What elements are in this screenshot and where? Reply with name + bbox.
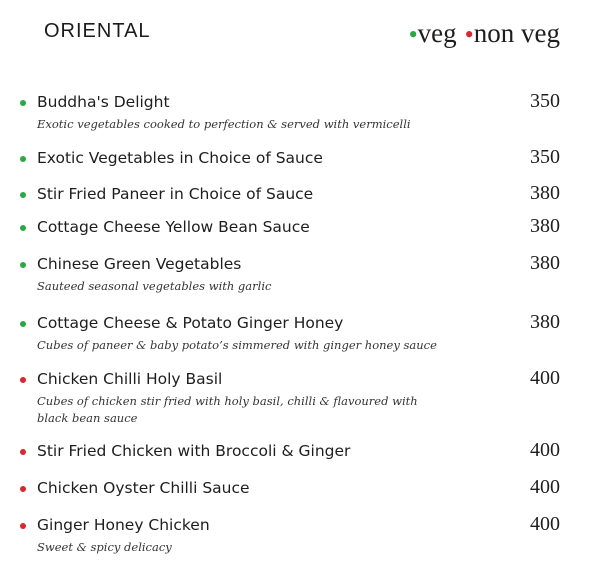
item-name: Chinese Green Vegetables (37, 255, 242, 273)
item-description: Cubes of paneer & baby potato’s simmered with ginger honey sauce (37, 338, 437, 352)
veg-legend-label: veg (417, 18, 457, 48)
item-price: 400 (530, 439, 560, 461)
nonveg-indicator-icon (20, 377, 26, 383)
item-price: 400 (530, 476, 560, 498)
veg-indicator-icon (20, 225, 26, 231)
veg-indicator-icon (20, 321, 26, 327)
item-name: Stir Fried Paneer in Choice of Sauce (37, 185, 314, 203)
item-price: 380 (530, 182, 560, 204)
item-price: 400 (530, 513, 560, 535)
item-description: Sweet & spicy delicacy (37, 540, 172, 554)
item-name: Stir Fried Chicken with Broccoli & Ginger (37, 442, 351, 460)
veg-indicator-icon (20, 100, 26, 106)
diet-legend (409, 18, 560, 50)
item-name: Buddha's Delight (37, 93, 170, 111)
nonveg-indicator-icon (20, 449, 26, 455)
veg-indicator-icon (20, 156, 26, 162)
veg-dot-icon: • (408, 20, 418, 49)
item-name: Chicken Oyster Chilli Sauce (37, 479, 250, 497)
item-price: 350 (530, 146, 560, 168)
item-name: Chicken Chilli Holy Basil (37, 370, 223, 388)
veg-indicator-icon (20, 262, 26, 268)
section-title: ORIENTAL (44, 20, 151, 42)
nonveg-indicator-icon (20, 523, 26, 529)
item-description: Sauteed seasonal vegetables with garlic (37, 279, 272, 293)
item-price: 380 (530, 215, 560, 237)
item-name: Cottage Cheese Yellow Bean Sauce (37, 218, 310, 236)
item-price: 400 (530, 367, 560, 389)
item-price: 380 (530, 252, 560, 274)
item-price: 380 (530, 311, 560, 333)
item-description: Cubes of chicken stir fried with holy basil, chilli & flavoured with black bean sauce (37, 394, 418, 425)
veg-indicator-icon (20, 192, 26, 198)
nonveg-dot-icon: • (464, 20, 474, 49)
item-description: Exotic vegetables cooked to perfection & served with vermicelli (37, 117, 411, 131)
menu-header (0, 0, 600, 60)
item-price: 350 (530, 90, 560, 112)
item-name: Exotic Vegetables in Choice of Sauce (37, 149, 323, 167)
item-name: Cottage Cheese & Potato Ginger Honey (37, 314, 344, 332)
item-name: Ginger Honey Chicken (37, 516, 210, 534)
nonveg-indicator-icon (20, 486, 26, 492)
nonveg-legend-label: non veg (473, 18, 560, 48)
